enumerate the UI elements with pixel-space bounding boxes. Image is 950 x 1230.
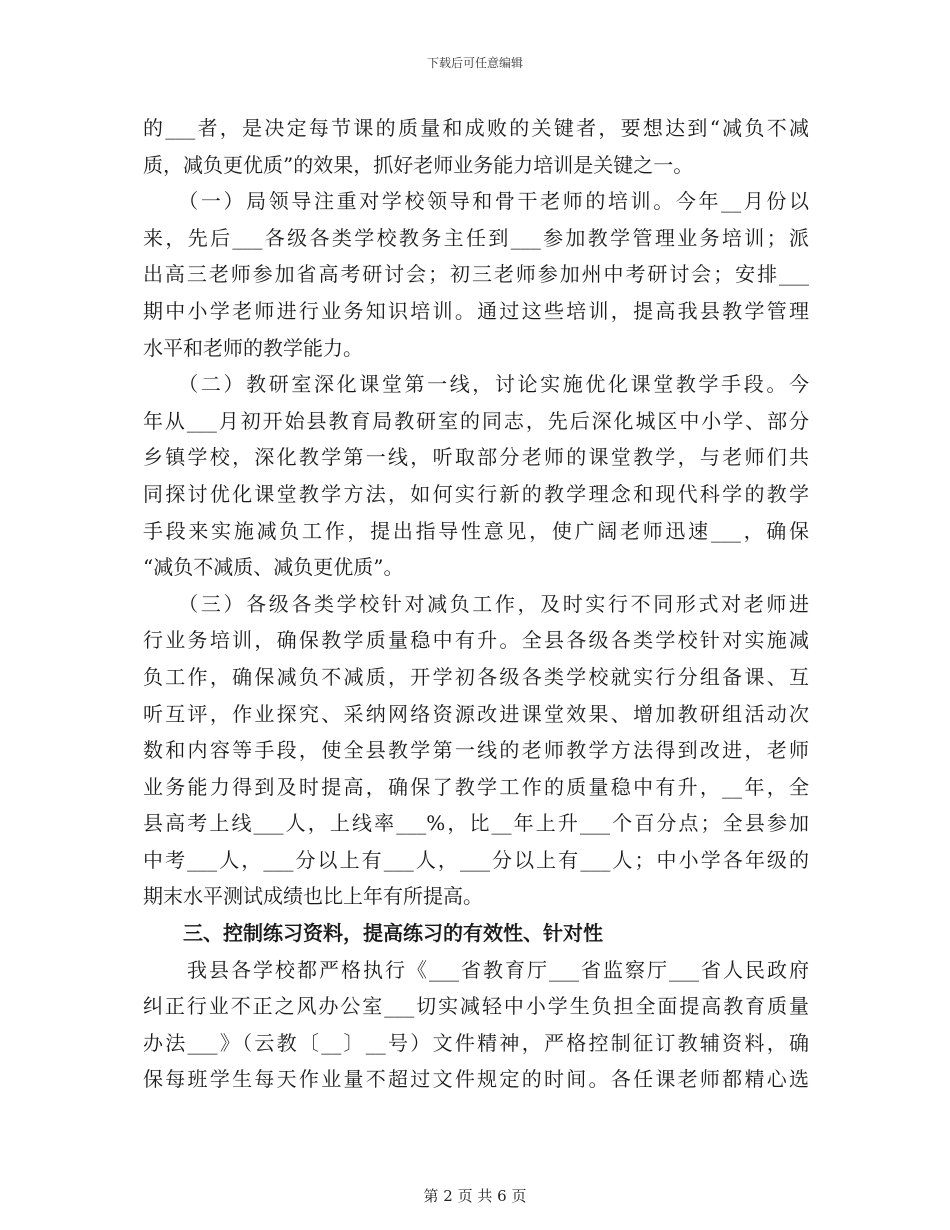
text-line: 水平和老师的教学能力。 <box>143 335 363 360</box>
text-line: （三）各级各类学校针对减负工作，及时实行不同形式对老师进 <box>143 591 809 616</box>
text-line: 办法___》（云教〔__〕__号）文件精神，严格控制征订教辅资料，确 <box>143 1030 809 1055</box>
text-line: 业务能力得到及时提高，确保了教学工作的质量稳中有升，__年，全 <box>143 774 809 799</box>
page-footer: 第 2 页 共 6 页 <box>423 1187 527 1205</box>
text-line: 数和内容等手段，使全县教学第一线的老师教学方法得到改进，老师 <box>143 738 809 763</box>
text-line: 县高考上线___人，上线率___%，比__年上升___个百分点；全县参加 <box>143 811 809 836</box>
text-line: 出高三老师参加省高考研讨会；初三老师参加州中考研讨会；安排___ <box>143 262 809 287</box>
text-line: 来，先后___各级各类学校教务主任到___参加教学管理业务培训；派 <box>143 225 809 250</box>
text-line: 的___者，是决定每节课的质量和成败的关键者，要想达到“减负不减 <box>143 116 809 140</box>
text-line: “减负不减质、减负更优质”。 <box>143 555 404 580</box>
text-line: 保每班学生每天作业量不超过文件规定的时间。各任课老师都精心选 <box>143 1067 809 1092</box>
text-line: （二）教研室深化课堂第一线，讨论实施优化课堂教学手段。今 <box>143 372 809 397</box>
text-line: 期中小学老师进行业务知识培训。通过这些培训，提高我县教学管理 <box>143 298 809 323</box>
text-line: （一）局领导注重对学校领导和骨干老师的培训。今年__月份以 <box>143 189 809 214</box>
text-line: 中考___人，___分以上有___人，___分以上有___人；中小学各年级的 <box>143 847 809 872</box>
text-line: 手段来实施减负工作，提出指导性意见，使广阔老师迅速___，确保 <box>143 518 809 543</box>
text-line: 纠正行业不正之风办公室___切实减轻中小学生负担全面提高教育质量 <box>143 994 809 1019</box>
text-line: 行业务培训，确保教学质量稳中有升。全县各级各类学校针对实施减 <box>143 628 809 653</box>
text-line: 我县各学校都严格执行《___省教育厅___省监察厅___省人民政府 <box>143 957 809 982</box>
text-line: 乡镇学校，深化教学第一线，听取部分老师的课堂教学，与老师们共 <box>143 445 809 470</box>
page-header: 下载后可任意编辑 <box>426 56 523 70</box>
text-line: 期末水平测试成绩也比上年有所提高。 <box>143 884 483 909</box>
text-line: 质，减负更优质”的效果，抓好老师业务能力培训是关键之一。 <box>143 152 694 177</box>
section-heading: 三、控制练习资料，提高练习的有效性、针对性 <box>143 921 603 946</box>
text-line: 负工作，确保减负不减质，开学初各级各类学校就实行分组备课、互 <box>143 664 809 689</box>
text-line: 同探讨优化课堂教学方法，如何实行新的教学理念和现代科学的教学 <box>143 481 809 506</box>
text-line: 听互评，作业探究、采纳网络资源改进课堂效果、增加教研组活动次 <box>143 701 809 726</box>
document-body <box>143 110 809 1098</box>
text-line: 年从___月初开始县教育局教研室的同志，先后深化城区中小学、部分 <box>143 408 809 433</box>
